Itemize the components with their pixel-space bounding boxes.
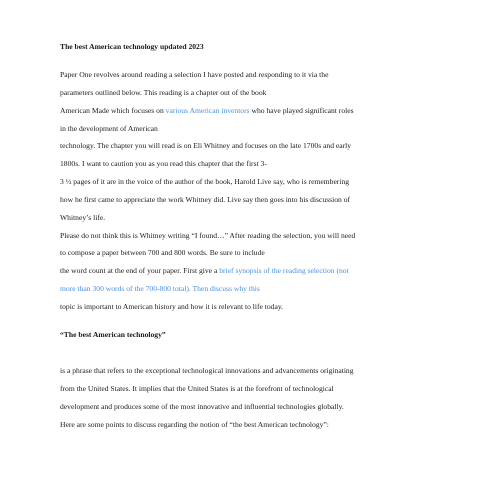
line-text: American Made which focuses on <box>60 106 166 115</box>
brief-synopsis-link-continued[interactable]: more than 300 words of the 700-800 total). Then discuss why this <box>60 284 260 293</box>
paragraph-line: technology. The chapter you will read is on Eli Whitney and focuses on the late 1700s and early <box>60 141 352 150</box>
paragraph-line: Paper One revolves around reading a selection I have posted and responding to it via the <box>60 70 329 79</box>
paragraph-line: to compose a paper between 700 and 800 words. Be sure to include <box>60 248 265 257</box>
document-title: The best American technology updated 2023 <box>60 42 204 51</box>
document-page <box>60 0 480 495</box>
paragraph-line: 1800s. I want to caution you as you read this chapter that the first 3- <box>60 159 267 168</box>
paragraph-line: in the development of American <box>60 124 158 133</box>
paragraph-line: development and produces some of the most innovative and influential technologies globally. <box>60 402 344 411</box>
line-text: the word count at the end of your paper. First give a <box>60 266 220 275</box>
paragraph-line: Whitney’s life. <box>60 213 106 222</box>
brief-synopsis-link[interactable]: brief synopsis of the reading selection (not <box>219 266 349 275</box>
paragraph-line: topic is important to American history and how it is relevant to life today. <box>60 302 284 311</box>
paragraph-line <box>60 106 354 116</box>
section-subheading: “The best American technology” <box>60 330 166 339</box>
line-text: who have played significant roles <box>249 106 354 115</box>
paragraph-line <box>60 266 349 276</box>
paragraph-line: 3 ½ pages of it are in the voice of the author of the book, Harold Live say, who is remembering <box>60 177 350 186</box>
paragraph-line: from the United States. It implies that the United States is at the forefront of technological <box>60 384 334 393</box>
various-american-inventors-link[interactable]: various American inventors <box>165 106 250 115</box>
paragraph-line: Please do not think this is Whitney writing “I found…” After reading the selection, you will need <box>60 231 356 240</box>
paragraph-line: Here are some points to discuss regarding the notion of “the best American technology”: <box>60 420 329 429</box>
paragraph-line: is a phrase that refers to the exceptional technological innovations and advancements originating <box>60 366 354 375</box>
paragraph-line: how he first came to appreciate the work Whitney did. Live say then goes into his discussion of <box>60 195 351 204</box>
paragraph-line: parameters outlined below. This reading is a chapter out of the book <box>60 88 267 97</box>
